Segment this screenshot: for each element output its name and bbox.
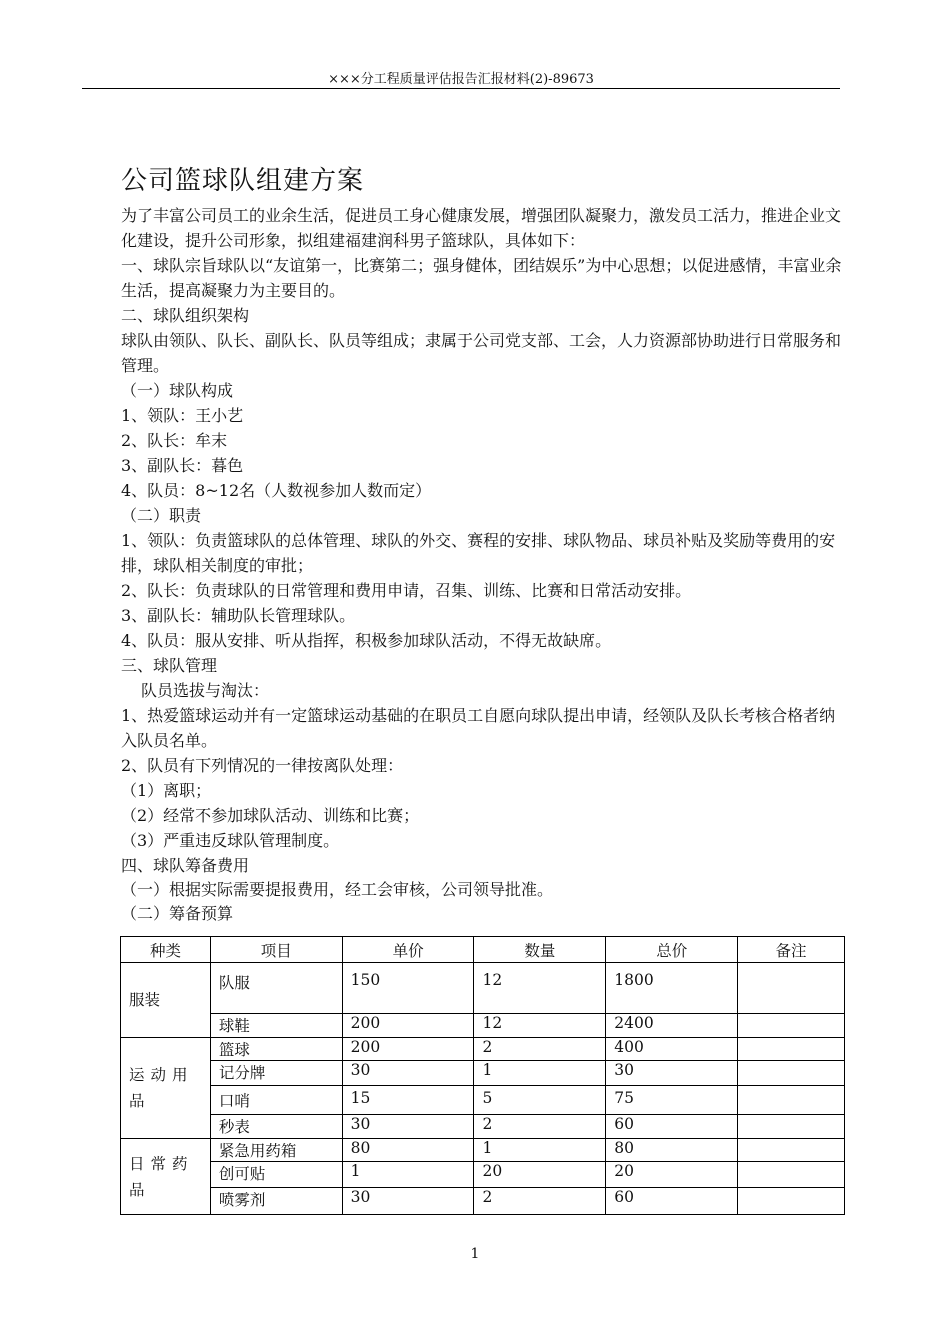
subsection-heading: （二）职责 <box>121 506 202 525</box>
list-item: 2、队员有下列情况的一律按离队处理： <box>121 756 404 775</box>
price-cell: 1 <box>342 1162 474 1188</box>
column-header: 单价 <box>342 937 474 963</box>
list-item: 2、队长：牟末 <box>121 431 228 450</box>
section-heading: 三、球队管理 <box>121 656 218 675</box>
total-cell: 1800 <box>606 963 738 1014</box>
list-item: （一）根据实际需要提报费用，经工会审核，公司领导批准。 <box>121 880 554 899</box>
total-cell: 30 <box>606 1061 738 1086</box>
note-cell <box>738 1115 845 1139</box>
note-cell <box>738 963 845 1014</box>
column-header: 备注 <box>738 937 845 963</box>
price-cell: 200 <box>342 1014 474 1038</box>
list-item: 4、队员：8~12名（人数视参加人数而定） <box>121 481 432 500</box>
qty-cell: 2 <box>474 1188 606 1215</box>
total-cell: 75 <box>606 1086 738 1115</box>
qty-cell: 12 <box>474 963 606 1014</box>
note-cell <box>738 1139 845 1162</box>
note-cell <box>738 1014 845 1038</box>
item-cell: 篮球 <box>210 1038 342 1061</box>
total-cell: 80 <box>606 1139 738 1162</box>
qty-cell: 12 <box>474 1014 606 1038</box>
total-cell: 60 <box>606 1188 738 1215</box>
price-cell: 200 <box>342 1038 474 1061</box>
qty-cell: 20 <box>474 1162 606 1188</box>
qty-cell: 2 <box>474 1115 606 1139</box>
price-cell: 80 <box>342 1139 474 1162</box>
document-body <box>121 203 846 926</box>
note-cell <box>738 1038 845 1061</box>
subsection-heading: （一）球队构成 <box>121 381 234 400</box>
qty-cell: 2 <box>474 1038 606 1061</box>
page-number: 1 <box>470 1246 480 1262</box>
total-cell: 60 <box>606 1115 738 1139</box>
item-cell: 创可贴 <box>210 1162 342 1188</box>
paragraph: 为了丰富公司员工的业余生活，促进员工身心健康发展，增强团队凝聚力，激发员工活力，推进企业文化建设，提升公司形象，拟组建福建润科男子篮球队，具体如下： <box>121 206 842 250</box>
table-row <box>121 1162 845 1188</box>
list-item: 3、副队长：辅助队长管理球队。 <box>121 606 356 625</box>
paragraph: 队员选拔与淘汰： <box>141 681 270 700</box>
item-cell: 喷雾剂 <box>210 1188 342 1215</box>
category-cell: 服装 <box>121 963 211 1038</box>
item-cell: 口哨 <box>210 1086 342 1115</box>
table-row <box>121 1188 845 1215</box>
column-header: 种类 <box>121 937 211 963</box>
item-cell: 队服 <box>210 963 342 1014</box>
total-cell: 20 <box>606 1162 738 1188</box>
table-row <box>121 1086 845 1115</box>
table-row <box>121 1115 845 1139</box>
list-item: （3）严重违反球队管理制度。 <box>121 831 340 850</box>
paragraph: 球队由领队、队长、副队长、队员等组成；隶属于公司党支部、工会，人力资源部协助进行日常服务和管理。 <box>121 331 842 375</box>
price-cell: 30 <box>342 1115 474 1139</box>
category-cell: 运动用品 <box>121 1038 211 1139</box>
item-cell: 球鞋 <box>210 1014 342 1038</box>
subsection-heading: （二）筹备预算 <box>121 904 234 923</box>
item-cell: 记分牌 <box>210 1061 342 1086</box>
price-cell: 30 <box>342 1188 474 1215</box>
note-cell <box>738 1162 845 1188</box>
page-header <box>82 66 840 89</box>
total-cell: 400 <box>606 1038 738 1061</box>
note-cell <box>738 1188 845 1215</box>
price-cell: 30 <box>342 1061 474 1086</box>
note-cell <box>738 1086 845 1115</box>
item-cell: 秒表 <box>210 1115 342 1139</box>
price-cell: 150 <box>342 963 474 1014</box>
list-item: 4、队员：服从安排、听从指挥，积极参加球队活动，不得无故缺席。 <box>121 631 612 650</box>
qty-cell: 5 <box>474 1086 606 1115</box>
column-header: 项目 <box>210 937 342 963</box>
paragraph: 一、球队宗旨球队以“友谊第一，比赛第二；强身健体，团结娱乐”为中心思想；以促进感情，丰富业余生活，提高凝聚力为主要目的。 <box>121 256 842 300</box>
total-cell: 2400 <box>606 1014 738 1038</box>
list-item: （1）离职； <box>121 781 212 800</box>
section-heading: 四、球队筹备费用 <box>121 856 250 875</box>
qty-cell: 1 <box>474 1061 606 1086</box>
list-item: 3、副队长：暮色 <box>121 456 244 475</box>
category-cell: 日常药品 <box>121 1139 211 1215</box>
document-title: 公司篮球队组建方案 <box>121 166 365 196</box>
column-header: 数量 <box>474 937 606 963</box>
section-heading: 二、球队组织架构 <box>121 306 250 325</box>
table-row <box>121 963 845 1014</box>
table-row <box>121 1038 845 1061</box>
column-header: 总价 <box>606 937 738 963</box>
list-item: 1、热爱篮球运动并有一定篮球运动基础的在职员工自愿向球队提出申请，经领队及队长考核合格者纳入队员名单。 <box>121 706 836 750</box>
budget-table <box>120 936 845 1215</box>
list-item: （2）经常不参加球队活动、训练和比赛； <box>121 806 420 825</box>
list-item: 2、队长：负责球队的日常管理和费用申请，召集、训练、比赛和日常活动安排。 <box>121 581 692 600</box>
price-cell: 15 <box>342 1086 474 1115</box>
note-cell <box>738 1061 845 1086</box>
header-text: ×××分工程质量评估报告汇报材料(2)-89673 <box>328 72 594 87</box>
table-row <box>121 1061 845 1086</box>
qty-cell: 1 <box>474 1139 606 1162</box>
table-row <box>121 1139 845 1162</box>
item-cell: 紧急用药箱 <box>210 1139 342 1162</box>
table-row <box>121 1014 845 1038</box>
list-item: 1、领队：负责篮球队的总体管理、球队的外交、赛程的安排、球队物品、球员补贴及奖励等费用的安排，球队相关制度的审批； <box>121 531 836 575</box>
table-header-row <box>121 937 845 963</box>
list-item: 1、领队：王小艺 <box>121 406 244 425</box>
